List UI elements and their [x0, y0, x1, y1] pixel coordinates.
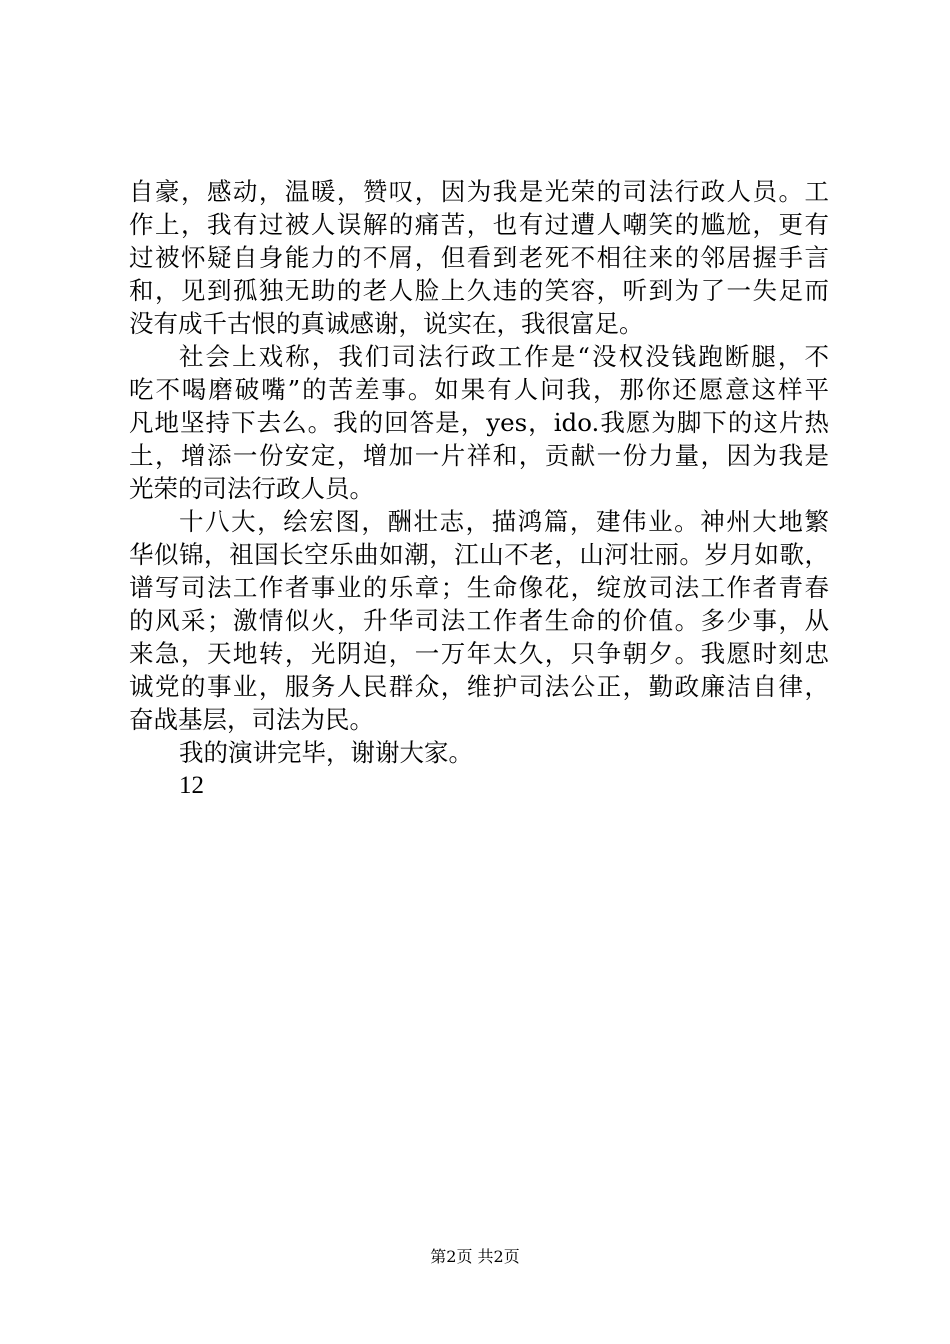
paragraph-1-line-2: 作上，我有过被人误解的痛苦，也有过遭人嘲笑的尴尬，更有	[129, 210, 829, 239]
paragraph-3-line-4: 的风采；激情似火，升华司法工作者生命的价值。多少事，从	[129, 606, 829, 635]
paragraph-3-line-1: 十八大，绘宏图，酬壮志，描鸿篇，建伟业。神州大地繁	[179, 507, 829, 536]
paragraph-1-line-1: 自豪，感动，温暖，赞叹，因为我是光荣的司法行政人员。工	[129, 177, 829, 206]
trailing-number: 12	[179, 772, 204, 799]
paragraph-4-line-1: 我的演讲完毕，谢谢大家。	[179, 738, 473, 767]
document-body	[129, 175, 829, 802]
page-footer: 第2页 共2页	[430, 1247, 520, 1266]
paragraph-1-line-3: 过被怀疑自身能力的不屑，但看到老死不相往来的邻居握手言	[129, 243, 829, 272]
paragraph-3-line-3: 谱写司法工作者事业的乐章；生命像花，绽放司法工作者青春	[129, 573, 829, 602]
paragraph-3-line-7: 奋战基层，司法为民。	[129, 705, 374, 734]
paragraph-1-line-5: 没有成千古恨的真诚感谢，说实在，我很富足。	[129, 309, 644, 338]
paragraph-2-line-2: 吃不喝磨破嘴”的苦差事。如果有人问我，那你还愿意这样平	[129, 375, 829, 404]
paragraph-2-line-5: 光荣的司法行政人员。	[129, 474, 374, 503]
paragraph-2-line-4: 土，增添一份安定，增加一片祥和，贡献一份力量，因为我是	[129, 441, 829, 470]
paragraph-2-line-3: 凡地坚持下去么。我的回答是，yes，ido.我愿为脚下的这片热	[129, 408, 829, 437]
paragraph-3-line-2: 华似锦，祖国长空乐曲如潮，江山不老，山河壮丽。岁月如歌，	[129, 540, 829, 569]
paragraph-2-line-1: 社会上戏称，我们司法行政工作是“没权没钱跑断腿，不	[179, 342, 829, 371]
paragraph-3-line-5: 来急，天地转，光阴迫，一万年太久，只争朝夕。我愿时刻忠	[129, 639, 829, 668]
paragraph-3-line-6: 诚党的事业，服务人民群众，维护司法公正，勤政廉洁自律，	[129, 672, 829, 701]
paragraph-1-line-4: 和，见到孤独无助的老人脸上久违的笑容，听到为了一失足而	[129, 276, 829, 305]
